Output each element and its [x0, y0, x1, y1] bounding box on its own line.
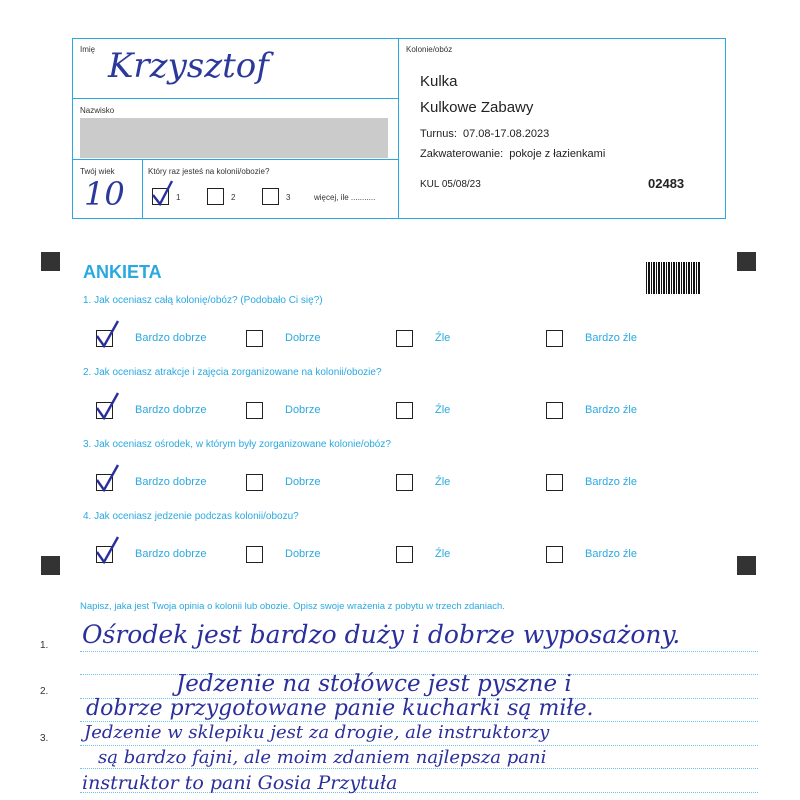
times-option-2: 2 [231, 193, 236, 202]
rating-checkbox[interactable] [396, 330, 413, 347]
question-text: 1. Jak oceniasz całą kolonię/obóz? (Podobało Ci się?) [83, 295, 323, 306]
handwritten-line-1: Ośrodek jest bardzo duży i dobrze wyposażony. [82, 620, 681, 649]
rating-option-label: Bardzo źle [585, 548, 637, 560]
rating-checkbox[interactable] [246, 402, 263, 419]
times-option-1: 1 [176, 193, 181, 202]
checkmark-icon [94, 534, 122, 566]
rating-checkbox[interactable] [246, 474, 263, 491]
line-number-3: 3. [40, 733, 49, 744]
rating-option-label: Źle [435, 332, 451, 344]
handwritten-line-5: są bardzo fajni, ale moim zdaniem najlepsza pani [98, 747, 547, 768]
header-divider-vertical [398, 38, 399, 219]
rating-checkbox[interactable] [546, 402, 563, 419]
opinion-prompt: Napisz, jaka jest Twoja opinia o kolonii lub obozie. Opisz swoje wrażenia z pobytu w trzech zdaniach. [80, 601, 505, 612]
survey-title: ANKIETA [83, 262, 162, 282]
rating-option-label: Bardzo dobrze [135, 548, 207, 560]
handwritten-line-2: Jedzenie na stołówce jest pyszne i [176, 671, 572, 697]
rating-option-label: Źle [435, 548, 451, 560]
question-text: 4. Jak oceniasz jedzenie podczas kolonii/obozu? [83, 511, 299, 522]
times-more: więcej, ile ........... [314, 193, 376, 202]
rating-option-label: Dobrze [285, 548, 321, 560]
turn-value: 07.08-17.08.2023 [463, 128, 550, 140]
writing-line [80, 745, 758, 746]
camp-code: KUL 05/08/23 [420, 179, 481, 190]
rating-checkbox[interactable] [246, 546, 263, 563]
handwritten-line-4: Jedzenie w sklepiku jest za drogie, ale instruktorzy [84, 722, 550, 743]
times-option-3: 3 [286, 193, 291, 202]
rating-option-label: Bardzo dobrze [135, 476, 207, 488]
checkmark-icon [94, 462, 122, 494]
rating-checkbox[interactable] [396, 546, 413, 563]
rating-option-label: Źle [435, 476, 451, 488]
redacted-surname [80, 118, 388, 158]
header-divider-2 [72, 159, 398, 160]
registration-mark [737, 556, 756, 575]
checkmark-icon [94, 390, 122, 422]
rating-option-label: Dobrze [285, 404, 321, 416]
first-name-value: Krzysztof [108, 46, 269, 86]
camp-label: Kolonie/obóz [406, 45, 453, 54]
line-number-2: 2. [40, 686, 49, 697]
registration-mark [737, 252, 756, 271]
writing-line [80, 651, 758, 652]
rating-checkbox[interactable] [546, 546, 563, 563]
rating-option-label: Bardzo źle [585, 404, 637, 416]
last-name-label: Nazwisko [80, 106, 115, 115]
line-number-1: 1. [40, 640, 49, 651]
handwritten-line-6: instruktor to pani Gosia Przytuła [82, 772, 398, 794]
registration-mark [41, 556, 60, 575]
accommodation-label: Zakwaterowanie: [420, 148, 504, 160]
rating-option-label: Bardzo dobrze [135, 332, 207, 344]
rating-checkbox[interactable] [546, 330, 563, 347]
turn-label: Turnus: [420, 128, 457, 140]
header-divider-3 [142, 159, 143, 219]
times-label: Który raz jesteś na kolonii/obozie? [148, 167, 270, 176]
accommodation-value: pokoje z łazienkami [509, 148, 606, 160]
turn-row [420, 128, 549, 140]
checkmark-icon [94, 318, 122, 350]
first-name-label: Imię [80, 45, 96, 54]
handwritten-line-3: dobrze przygotowane panie kucharki są miłe. [86, 696, 594, 721]
rating-option-label: Dobrze [285, 476, 321, 488]
checkmark-icon [150, 178, 176, 208]
registration-mark [41, 252, 60, 271]
header-divider-1 [72, 98, 398, 99]
rating-option-label: Dobrze [285, 332, 321, 344]
times-checkbox-3[interactable] [262, 188, 279, 205]
form-number: 02483 [648, 176, 685, 191]
rating-option-label: Bardzo dobrze [135, 404, 207, 416]
barcode [646, 262, 700, 294]
writing-line [80, 768, 758, 769]
question-text: 3. Jak oceniasz ośrodek, w którym były zorganizowane kolonie/obóz? [83, 439, 391, 450]
rating-checkbox[interactable] [396, 474, 413, 491]
times-checkbox-2[interactable] [207, 188, 224, 205]
camp-title: Kulkowe Zabawy [420, 99, 534, 116]
question-text: 2. Jak oceniasz atrakcje i zajęcia zorganizowane na kolonii/obozie? [83, 367, 382, 378]
rating-option-label: Źle [435, 404, 451, 416]
rating-checkbox[interactable] [246, 330, 263, 347]
accommodation-row [420, 148, 605, 160]
age-label: Twój wiek [80, 167, 115, 176]
camp-name: Kulka [420, 73, 458, 90]
age-value: 10 [84, 175, 125, 213]
rating-checkbox[interactable] [546, 474, 563, 491]
rating-option-label: Bardzo źle [585, 476, 637, 488]
rating-option-label: Bardzo źle [585, 332, 637, 344]
rating-checkbox[interactable] [396, 402, 413, 419]
